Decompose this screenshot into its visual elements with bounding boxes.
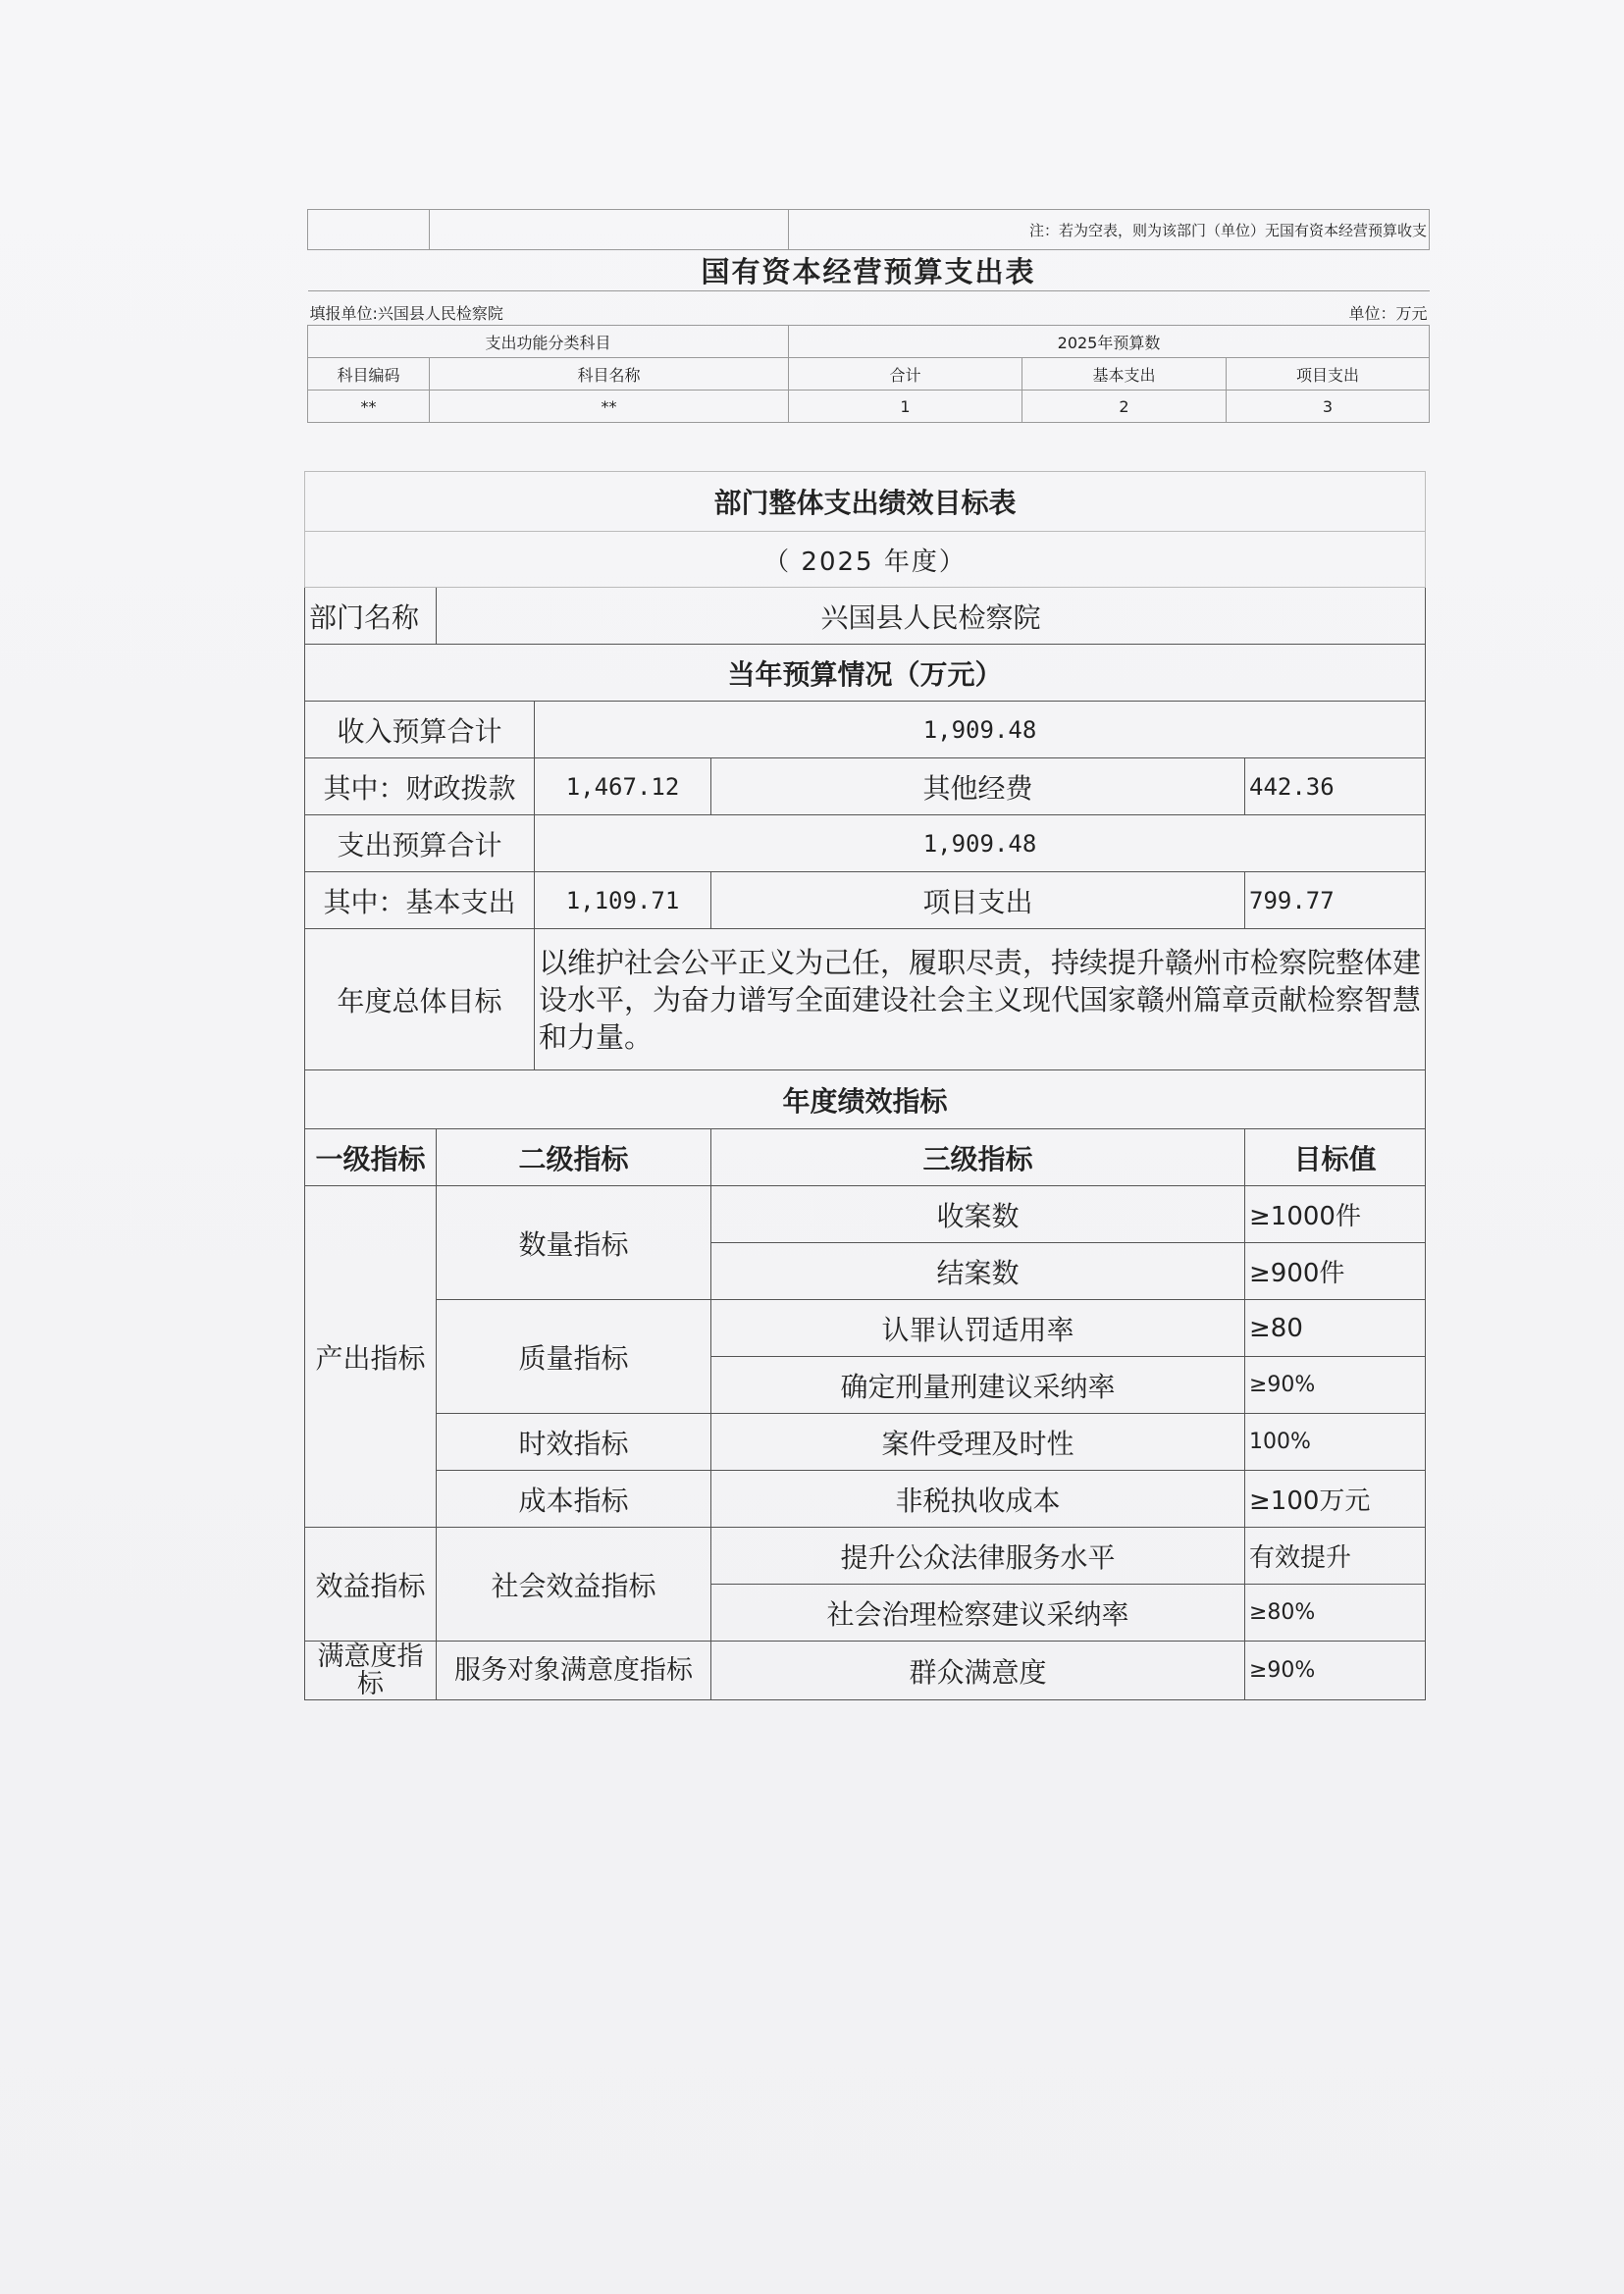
indicator-name: 确定刑量刑建议采纳率 — [711, 1357, 1245, 1414]
level1-header: 一级指标 — [305, 1129, 437, 1186]
fiscal-value: 1,467.12 — [535, 758, 711, 815]
indicator-name: 社会治理检察建议采纳率 — [711, 1585, 1245, 1642]
indicator-target: 100% — [1245, 1414, 1426, 1471]
project-value: 799.77 — [1245, 872, 1426, 929]
level3-header: 三级指标 — [711, 1129, 1245, 1186]
level1-satisfaction: 满意度指标 — [305, 1642, 437, 1700]
indicator-name: 收案数 — [711, 1186, 1245, 1243]
dept-name: 兴国县人民检察院 — [437, 588, 1426, 645]
basic-value: 1,109.71 — [535, 872, 711, 929]
classification-header: 支出功能分类科目 — [308, 326, 789, 358]
fiscal-label: 其中：财政拨款 — [305, 758, 535, 815]
level2-quantity: 数量指标 — [437, 1186, 711, 1300]
column-header: 合计 — [789, 358, 1022, 391]
capital-table-meta — [308, 291, 1430, 326]
budget-header: 2025年预算数 — [789, 326, 1430, 358]
target-header: 目标值 — [1245, 1129, 1426, 1186]
income-total-label: 收入预算合计 — [305, 702, 535, 758]
capital-table-title: 国有资本经营预算支出表 — [308, 250, 1430, 291]
basic-label: 其中：基本支出 — [305, 872, 535, 929]
level2-timeliness: 时效指标 — [437, 1414, 711, 1471]
indicator-target: ≥100万元 — [1245, 1471, 1426, 1528]
index-cell: 2 — [1022, 391, 1227, 423]
budget-section-header: 当年预算情况（万元） — [305, 645, 1426, 702]
level2-header: 二级指标 — [437, 1129, 711, 1186]
perf-table-title: 部门整体支出绩效目标表 — [305, 472, 1426, 532]
column-header: 项目支出 — [1227, 358, 1430, 391]
level2-cost: 成本指标 — [437, 1471, 711, 1528]
income-total-value: 1,909.48 — [535, 702, 1426, 758]
indicator-target: 有效提升 — [1245, 1528, 1426, 1585]
indicator-name: 案件受理及时性 — [711, 1414, 1245, 1471]
column-header: 基本支出 — [1022, 358, 1227, 391]
indicator-name: 非税执收成本 — [711, 1471, 1245, 1528]
capital-budget-table — [307, 209, 1429, 423]
goal-text: 以维护社会公平正义为己任，履职尽责，持续提升赣州市检察院整体建设水平，为奋力谱写全面建设社会主义现代国家赣州篇章贡献检察智慧和力量。 — [535, 929, 1426, 1070]
goal-label: 年度总体目标 — [305, 929, 535, 1070]
indicator-target: ≥1000件 — [1245, 1186, 1426, 1243]
perf-table-year: （ 2025 年度） — [305, 532, 1426, 588]
indicator-target: ≥90% — [1245, 1357, 1426, 1414]
fill-unit: 填报单位:兴国县人民检察院 — [309, 304, 503, 323]
index-cell: 1 — [789, 391, 1022, 423]
indicator-target: ≥900件 — [1245, 1243, 1426, 1300]
indicator-target: ≥80 — [1245, 1300, 1426, 1357]
performance-target-table — [304, 471, 1425, 1700]
index-cell: ** — [308, 391, 430, 423]
indicators-section-header: 年度绩效指标 — [305, 1070, 1426, 1129]
dept-label: 部门名称 — [305, 588, 437, 645]
index-cell: ** — [430, 391, 789, 423]
money-unit: 单位：万元 — [1348, 304, 1428, 323]
index-cell: 3 — [1227, 391, 1430, 423]
project-label: 项目支出 — [711, 872, 1245, 929]
other-label: 其他经费 — [711, 758, 1245, 815]
level2-social-benefit: 社会效益指标 — [437, 1528, 711, 1642]
indicator-target: ≥90% — [1245, 1642, 1426, 1700]
other-value: 442.36 — [1245, 758, 1426, 815]
empty-table-note: 注：若为空表，则为该部门（单位）无国有资本经营预算收支 — [789, 210, 1430, 250]
indicator-name: 结案数 — [711, 1243, 1245, 1300]
level2-quality: 质量指标 — [437, 1300, 711, 1414]
column-header: 科目名称 — [430, 358, 789, 391]
indicator-name: 群众满意度 — [711, 1642, 1245, 1700]
indicator-name: 提升公众法律服务水平 — [711, 1528, 1245, 1585]
level1-output: 产出指标 — [305, 1186, 437, 1528]
level1-benefit: 效益指标 — [305, 1528, 437, 1642]
indicator-target: ≥80% — [1245, 1585, 1426, 1642]
indicator-name: 认罪认罚适用率 — [711, 1300, 1245, 1357]
level2-service-satisfaction: 服务对象满意度指标 — [437, 1642, 711, 1700]
column-header: 科目编码 — [308, 358, 430, 391]
expense-total-value: 1,909.48 — [535, 815, 1426, 872]
expense-total-label: 支出预算合计 — [305, 815, 535, 872]
